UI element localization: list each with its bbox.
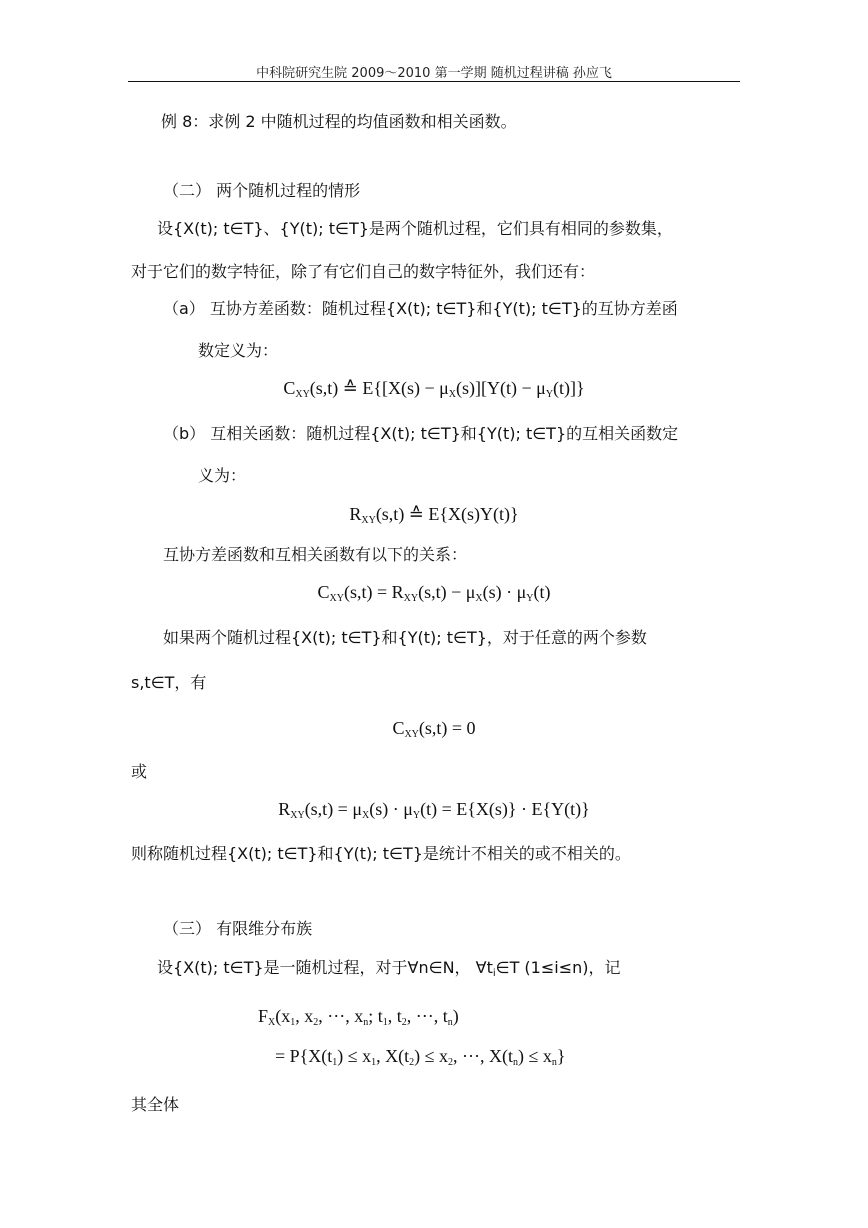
cross-correlation-equation: $R_{XY}(s,t)$ ≙ E{X(s)Y(t)}	[349, 504, 519, 526]
cross-covariance-equation: $C_{XY}(s,t)$ ≙ $E\{[X(s) - \mu_X(s)][Y(t) - \mu_Y(t)]\}$	[283, 378, 585, 400]
paragraph-line-1: 设{X(t); t∈T}、{Y(t); t∈T}是两个随机过程，它们具有相同的参数集，	[157, 219, 673, 238]
finite-dist-equation-line-2: = $P\{X(t_1) \le x_1$, $X(t_2) \le x_2$, ···, $X(t_n) \le x_n$}	[275, 1046, 566, 1068]
uncorrelated-equation: $R_{XY}(s,t) = \mu_X(s) \cdot \mu_Y(t) = E\{X(s)\} \cdot E\{Y(t)\}$	[278, 799, 590, 821]
item-b-line-1: （b） 互相关函数：随机过程{X(t); t∈T}和{Y(t); t∈T}的互相关函数定	[163, 424, 679, 443]
section-three-heading: （三） 有限维分布族	[163, 919, 313, 938]
zero-covariance-equation: $C_{XY}(s,t) = 0$	[392, 718, 476, 740]
example-8: 例 8：求例 2 中随机过程的均值函数和相关函数。	[161, 112, 517, 131]
item-a-line-2: 数定义为：	[198, 341, 279, 360]
finite-dist-equation-line-1: $F_X(x_1$, $x_2$, ···, $x_n$; $t_1$, $t_2$, ···, $t_n$)	[258, 1006, 459, 1028]
finite-dist-intro: 设{X(t); t∈T}是一随机过程，对于∀n∈N， $\forall t_i\in T$ (1≤i≤n)，记	[157, 958, 621, 979]
section-two-heading: （二） 两个随机过程的情形	[163, 181, 361, 200]
page-header: 中科院研究生院 2009～2010 第一学期 随机过程讲稿 孙应飞	[256, 66, 612, 81]
item-a-line-1: （a） 互协方差函数：随机过程{X(t); t∈T}和{Y(t); t∈T}的互协方差函	[163, 299, 678, 318]
uncorrelated-definition: 则称随机过程{X(t); t∈T}和{Y(t); t∈T}是统计不相关的或不相关的。	[131, 844, 631, 863]
or-text: 或	[131, 762, 148, 781]
paragraph-line-2: 对于它们的数字特征，除了有它们自己的数字特征外，我们还有：	[131, 262, 596, 281]
relation-equation: $C_{XY}(s,t) = R_{XY}(s,t) - \mu_X(s) \cdot \mu_Y(t)$	[317, 582, 551, 604]
condition-line-1: 如果两个随机过程{X(t); t∈T}和{Y(t); t∈T}，对于任意的两个参数	[163, 628, 647, 647]
condition-line-2: s,t∈T，有	[131, 673, 207, 692]
relation-intro: 互协方差函数和互相关函数有以下的关系：	[163, 545, 468, 564]
item-b-line-2: 义为：	[198, 466, 247, 485]
header-rule	[128, 81, 740, 82]
whole-text: 其全体	[131, 1095, 180, 1114]
